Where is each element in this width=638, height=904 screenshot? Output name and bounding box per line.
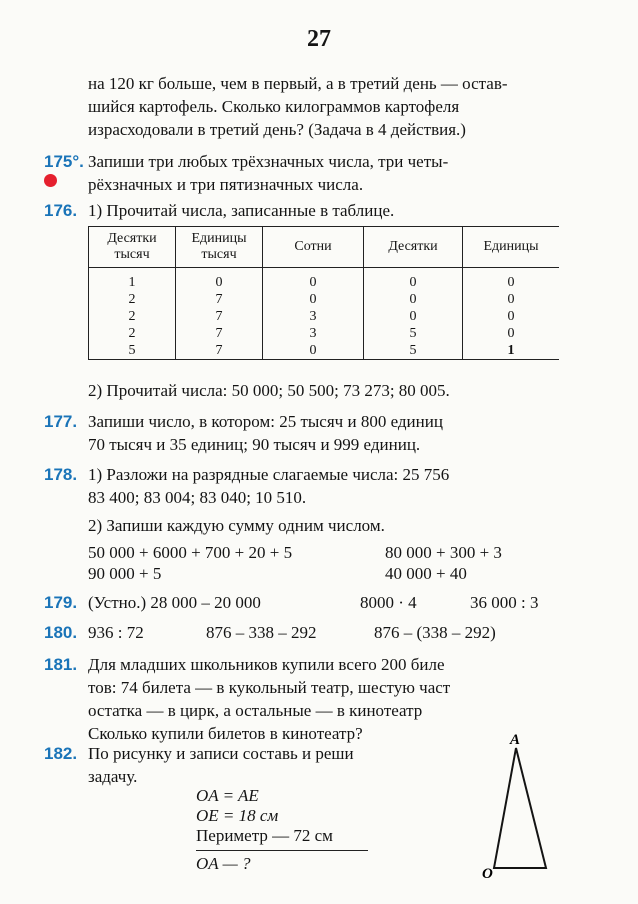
expression: 8000 · 4 xyxy=(360,593,417,612)
table-cell: 0 xyxy=(263,342,364,360)
table-cell: 5 xyxy=(364,325,463,342)
question-oa: OA — ? xyxy=(196,854,251,873)
sum-expression: 90 000 + 5 xyxy=(88,564,162,583)
header-hundreds: Сотни xyxy=(263,227,364,268)
table-row xyxy=(89,308,560,325)
task-number-179: 179. xyxy=(44,593,78,612)
task-178-line: 1) Разложи на разрядные слагаемые числа: 25 756 xyxy=(88,465,450,484)
table-cell: 0 xyxy=(263,268,364,292)
given-oe: OE = 18 см xyxy=(196,806,279,825)
table-cell: 0 xyxy=(507,292,515,307)
task-number-177: 177. xyxy=(44,412,78,431)
table-cell: 0 xyxy=(364,308,463,325)
task-181-line: Сколько купили билетов в кинотеатр? xyxy=(88,724,363,743)
task-176-part2: 2) Прочитай числа: 50 000; 50 500; 73 273; 80 005. xyxy=(88,381,450,400)
sum-expression: 40 000 + 40 xyxy=(385,564,467,583)
vertex-a-label: A xyxy=(510,732,521,748)
given-oa-ae: OA = AE xyxy=(196,786,259,805)
table-cell: 7 xyxy=(176,342,263,360)
page-number: 27 xyxy=(307,26,331,52)
expression: 876 – 338 – 292 xyxy=(206,623,317,642)
table-cell: 2 xyxy=(89,291,176,308)
header-tens: Десятки xyxy=(364,227,463,268)
table-header-row xyxy=(89,227,560,268)
task-number-181: 181. xyxy=(44,655,78,674)
table-row xyxy=(89,268,560,292)
intro-line: израсходовали в третий день? (Задача в 4 действия.) xyxy=(88,120,466,139)
task-number-176: 176. xyxy=(44,201,78,220)
vertex-o-label: O xyxy=(482,866,493,880)
task-number-182: 182. xyxy=(44,744,78,763)
table-cell: 2 xyxy=(89,308,176,325)
expression: 876 – (338 – 292) xyxy=(374,623,496,642)
task-178-part2: 2) Запиши каждую сумму одним числом. xyxy=(88,516,385,535)
task-176-part1: 1) Прочитай числа, записанные в таблице. xyxy=(88,201,395,220)
header-tens-thousands: Десятки тысяч xyxy=(89,227,176,268)
table-cell: 7 xyxy=(176,325,263,342)
task-number-175: 175°. xyxy=(44,152,84,171)
place-value-table xyxy=(88,226,559,360)
task-175-line: рёхзначных и три пятизначных числа. xyxy=(88,175,364,194)
header-units: Единицы xyxy=(463,227,560,268)
table-cell: 1 xyxy=(507,343,515,358)
table-cell: 3 xyxy=(263,325,364,342)
task-number-180: 180. xyxy=(44,623,78,642)
table-cell: 0 xyxy=(176,268,263,292)
expression: (Устно.) 28 000 – 20 000 xyxy=(88,593,261,612)
table-cell: 2 xyxy=(89,325,176,342)
given-perimeter: Периметр — 72 см xyxy=(196,826,333,845)
task-181-line: тов: 74 билета — в кукольный театр, шестую част xyxy=(88,678,451,697)
table-cell: 5 xyxy=(364,342,463,360)
table-cell: 3 xyxy=(263,308,364,325)
sum-expression: 50 000 + 6000 + 700 + 20 + 5 xyxy=(88,543,293,562)
table-cell: 0 xyxy=(263,291,364,308)
sum-expression: 80 000 + 300 + 3 xyxy=(385,543,502,562)
task-177-line: 70 тысяч и 35 единиц; 90 тысяч и 999 единиц. xyxy=(88,435,421,454)
isosceles-triangle-figure xyxy=(482,730,558,880)
table-cell: 0 xyxy=(364,291,463,308)
given-divider xyxy=(196,850,368,851)
task-177-line: Запиши число, в котором: 25 тысяч и 800 единиц xyxy=(88,412,443,431)
table-cell: 1 xyxy=(89,268,176,292)
table-cell: 0 xyxy=(364,268,463,292)
table-row xyxy=(89,291,560,308)
red-dot-marker-icon xyxy=(44,174,57,187)
header-units-thousands: Единицы тысяч xyxy=(176,227,263,268)
expression: 36 000 : 3 xyxy=(470,593,539,612)
table-cell: 0 xyxy=(507,309,515,324)
task-178-line: 83 400; 83 004; 83 040; 10 510. xyxy=(88,488,307,507)
triangle-shape xyxy=(494,748,546,868)
intro-line: на 120 кг больше, чем в первый, а в третий день — остав- xyxy=(88,74,508,93)
task-182-line: По рисунку и записи составь и реши xyxy=(88,744,354,763)
task-182-line: задачу. xyxy=(88,767,138,786)
table-row xyxy=(89,325,560,342)
table-cell: 5 xyxy=(89,342,176,360)
expression: 936 : 72 xyxy=(88,623,144,642)
table-cell: 7 xyxy=(176,291,263,308)
task-number-178: 178. xyxy=(44,465,78,484)
task-181-line: Для младших школьников купили всего 200 биле xyxy=(88,655,445,674)
table-cell: 7 xyxy=(176,308,263,325)
table-cell: 0 xyxy=(507,326,515,341)
table-row xyxy=(89,342,560,360)
task-175-line: Запиши три любых трёхзначных числа, три четы- xyxy=(88,152,449,171)
intro-line: шийся картофель. Сколько килограммов картофеля xyxy=(88,97,460,116)
table-cell: 0 xyxy=(507,275,515,290)
task-181-line: остатка — в цирк, а остальные — в кинотеатр xyxy=(88,701,423,720)
